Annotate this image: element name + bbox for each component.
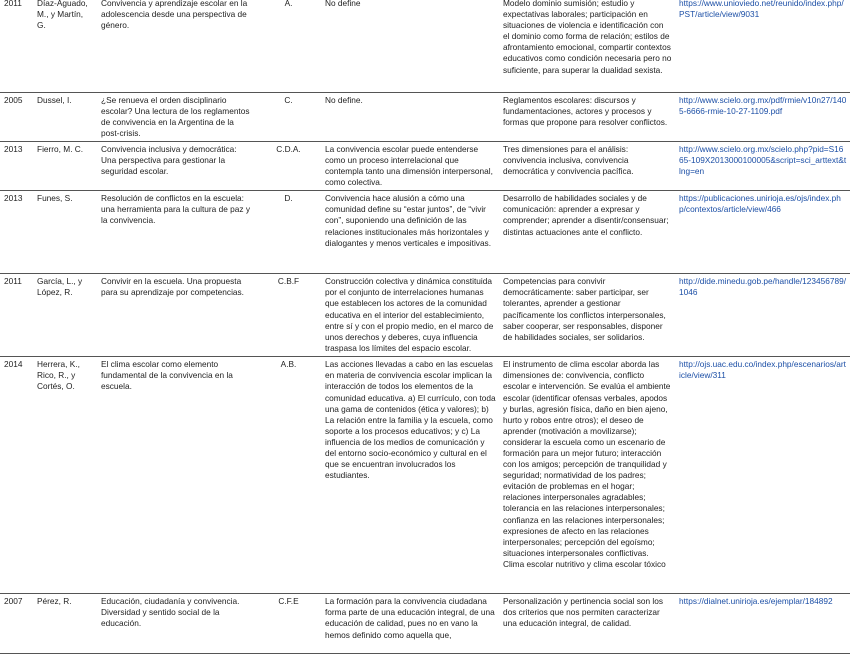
cell-year: 2013 xyxy=(0,191,33,274)
cell-url xyxy=(675,141,850,190)
cell-url xyxy=(675,594,850,654)
cell-year: 2011 xyxy=(0,274,33,357)
cell-definition: La convivencia escolar puede entenderse como un proceso interrelacional que contempla tanto una dimensión interpersonal, como colectiva. xyxy=(321,141,499,190)
cell-url xyxy=(675,92,850,141)
table-row xyxy=(0,357,850,594)
cell-year: 2014 xyxy=(0,357,33,594)
table-row xyxy=(0,141,850,190)
cell-code: D. xyxy=(255,191,321,274)
cell-definition: Convivencia hace alusión a cómo una comunidad define su “estar juntos”, de “vivir con”, suponiendo una definición de las relaciones institucionales más horizontales y dialogantes y menos verticales e impositivas. xyxy=(321,191,499,274)
cell-url xyxy=(675,191,850,274)
cell-author: García, L., y López, R. xyxy=(33,274,97,357)
cell-dimensions: Tres dimensiones para el análisis: convivencia inclusiva, convivencia democrática y convivencia pacífica. xyxy=(499,141,675,190)
cell-year: 2007 xyxy=(0,594,33,654)
cell-title: El clima escolar como elemento fundamental de la convivencia en la escuela. xyxy=(97,357,255,594)
reference-link[interactable]: https://dialnet.unirioja.es/ejemplar/184892 xyxy=(679,596,833,607)
cell-author: Pérez, R. xyxy=(33,594,97,654)
reference-link[interactable]: http://www.scielo.org.mx/pdf/rmie/v10n27/1405-6666-rmie-10-27-1109.pdf xyxy=(679,94,847,116)
cell-code: C.F.E xyxy=(255,594,321,654)
cell-author: Dussel, I. xyxy=(33,92,97,141)
cell-code: C. xyxy=(255,92,321,141)
cell-title: Convivencia y aprendizaje escolar en la adolescencia desde una perspectiva de género. xyxy=(97,0,255,92)
cell-dimensions: Competencias para convivir democráticamente: saber participar, ser tolerantes, aprender a gestionar pacíficamente los conflictos interpersonales, saber cooperar, ser responsables, disponer de habilidades sociales, ser solidarios. xyxy=(499,274,675,357)
cell-dimensions: Modelo dominio sumisión; estudio y expectativas laborales; participación en situaciones de violencia e identificación con el dominio como forma de relación; estilos de afrontamiento emocional, compartir contextos educativos como condición necesaria pero no suficiente, para superar la dualidad sexista. xyxy=(499,0,675,92)
cell-code: A.B. xyxy=(255,357,321,594)
cell-definition: No define. xyxy=(321,92,499,141)
table-row xyxy=(0,594,850,654)
cell-dimensions: Desarrollo de habilidades sociales y de comunicación: aprender a expresar y comprender; aprender a disentir/consensuar; distintas actuaciones ante el conflicto. xyxy=(499,191,675,274)
cell-url xyxy=(675,357,850,594)
cell-year: 2011 xyxy=(0,0,33,92)
reference-link[interactable]: https://publicaciones.unirioja.es/ojs/index.php/contextos/article/view/466 xyxy=(679,193,841,215)
cell-title: ¿Se renueva el orden disciplinario escolar? Una lectura de los reglamentos de convivencia en la Argentina de la post-crisis. xyxy=(97,92,255,141)
cell-author: Funes, S. xyxy=(33,191,97,274)
table-row xyxy=(0,191,850,274)
cell-author: Herrera, K., Rico, R., y Cortés, O. xyxy=(33,357,97,594)
cell-title: Convivencia inclusiva y democrática: Una perspectiva para gestionar la seguridad escolar. xyxy=(97,141,255,190)
reference-link[interactable]: https://www.uniovi​edo.net/reunido/index.php/PST/article/view/9031 xyxy=(679,0,844,20)
cell-year: 2005 xyxy=(0,92,33,141)
cell-dimensions: Personalización y pertinencia social son los dos criterios que nos permiten caracterizar una educación integral, de calidad. xyxy=(499,594,675,654)
cell-dimensions: El instrumento de clima escolar aborda las dimensiones de: convivencia, conflicto escolar e intervención. Se evalúa el ambiente escolar (identificar ofensas verbales, apodos y burlas, agresión física, daño en bien ajeno, hurto y robos entre otros); el deseo de aprender (motivación a movilizarse); considerar la escuela como un escenario de formación para un mejor futuro; interacción con los amigos; percepción de tranquilidad y seguridad; normatividad de los padres; evitación de problemas en el hogar; relaciones interpersonales agradables; tolerancia en las relaciones interpersonales; confianza en las relaciones interpersonales; expresiones de afecto en las relaciones interpersonales; percepción del egoísmo; situaciones interpersonales conflictivas. Clima escolar nutritivo y clima escolar tóxico xyxy=(499,357,675,594)
reference-link[interactable]: http://dide.minedu.gob.pe/handle/123456789/1046 xyxy=(679,276,846,298)
cell-definition: Las acciones llevadas a cabo en las escuelas en materia de convivencia escolar implican la interacción de todos los elementos de la comunidad educativa. a) El currículo, con toda una gama de contenidos (ética y valores); b) La relación entre la familia y la escuela, como soporte a los procesos educativos; y c) La influencia de los medios de comunicación y del entorno socio-económico y cultural en el que se encuentran involucrados los estudiantes. xyxy=(321,357,499,594)
table-row xyxy=(0,0,850,92)
cell-url xyxy=(675,274,850,357)
cell-code: A. xyxy=(255,0,321,92)
cell-url xyxy=(675,0,850,92)
cell-title: Convivir en la escuela. Una propuesta para su aprendizaje por competencias. xyxy=(97,274,255,357)
reference-link[interactable]: http://ojs.uac.edu.co/index.php/escenarios/article/view/311 xyxy=(679,359,846,381)
cell-author: Díaz-Aguado, M., y Martín, G. xyxy=(33,0,97,92)
cell-code: C.D.A. xyxy=(255,141,321,190)
cell-definition: No define xyxy=(321,0,499,92)
cell-definition: Construcción colectiva y dinámica constituida por el conjunto de interrelaciones humanas que establecen los actores de la comunidad educativa en el interior del establecimiento, entre sí y con el propio medio, en el marco de unos derechos y deberes, cuya influencia traspasa los límites del espacio escolar. xyxy=(321,274,499,357)
cell-code: C.B.F xyxy=(255,274,321,357)
cell-author: Fierro, M. C. xyxy=(33,141,97,190)
reference-link[interactable]: http://www.scielo.org.mx/scielo.php?pid=S1665-109X2013000100005&script=sci_arttext&tlng=en xyxy=(679,143,847,177)
cell-definition: La formación para la convivencia ciudadana forma parte de una educación integral, de una educación de calidad, pues no en vano la hemos definido como aquella que, xyxy=(321,594,499,654)
cell-title: Educación, ciudadanía y convivencia. Diversidad y sentido social de la educación. xyxy=(97,594,255,654)
cell-title: Resolución de conflictos en la escuela: una herramienta para la cultura de paz y la convivencia. xyxy=(97,191,255,274)
table-row xyxy=(0,92,850,141)
cell-dimensions: Reglamentos escolares: discursos y fundamentaciones, actores y procesos y formas que propone para resolver conflictos. xyxy=(499,92,675,141)
cell-year: 2013 xyxy=(0,141,33,190)
table-row xyxy=(0,274,850,357)
